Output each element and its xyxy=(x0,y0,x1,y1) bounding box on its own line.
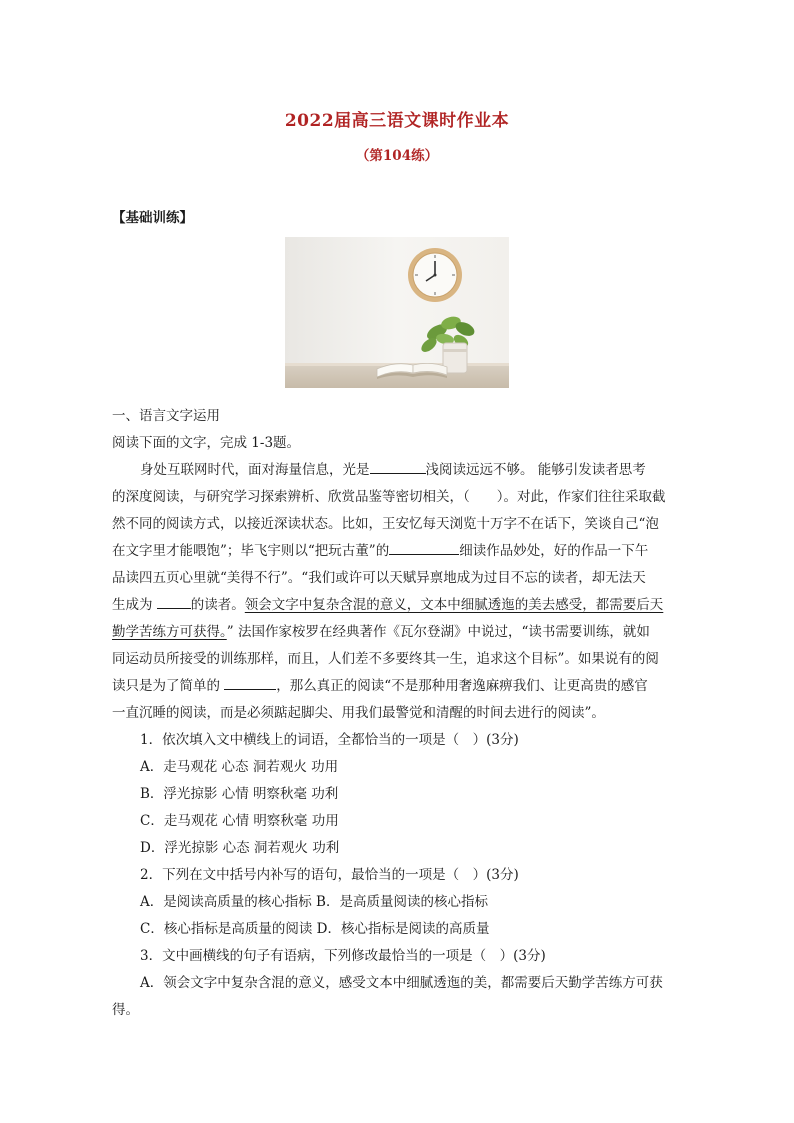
question-2-options-cd: C．核心指标是高质量的阅读 D．核心指标是阅读的高质量 xyxy=(140,921,490,937)
passage-line-7 xyxy=(112,619,684,646)
passage-text: 浅阅读远远不够。 能够引发读者思考 xyxy=(425,462,646,478)
passage-line-1 xyxy=(112,457,684,484)
question-1-option-a: A．走马观花 心态 洞若观火 功用 xyxy=(140,759,339,775)
passage-line-2: 的深度阅读，与研究学习探索辨析、欣赏品鉴等密切相关，（ ）。对此，作家们往往采取截 xyxy=(112,489,666,505)
passage-text: 的读者。 xyxy=(190,597,245,613)
document-subtitle: （第104练） xyxy=(355,148,439,164)
instruction-line: 阅读下面的文字，完成 1-3题。 xyxy=(112,435,301,451)
question-1-option-b: B．浮光掠影 心情 明察秋毫 功利 xyxy=(140,786,339,802)
underlined-sentence: 领会文字中复杂含混的意义，文本中细腻透迤的美去感受，都需要后天 xyxy=(244,597,664,613)
question-3-stem: 3．文中画横线的句子有语病，下列修改最恰当的一项是（ ）(3分) xyxy=(140,948,546,964)
passage-line-8: 同运动员所接受的训练那样，而且，人们差不多要终其一生，追求这个目标”。如果说有的阅 xyxy=(112,651,659,667)
passage-text: 读只是为了简单的 xyxy=(112,678,225,694)
passage-line-5: 品读四五页心里就“美得不行”。“我们或许可以天赋异禀地成为过目不忘的读者，却无法天 xyxy=(112,570,646,586)
passage-line-9 xyxy=(112,673,684,700)
passage-line-3: 然不同的阅读方式，以接近深读状态。比如，王安忆每天浏览十万字不在话下，笑谈自己“泡 xyxy=(112,516,659,532)
passage-text: 身处互联网时代，面对海量信息，光是 xyxy=(140,462,370,478)
underlined-sentence-end: 勤学苦练方可获得。 xyxy=(112,624,227,640)
fill-blank-3 xyxy=(157,593,191,609)
passage-text: ” 法国作家桉罗在经典著作《瓦尔登湖》中说过，“读书需要训练，就如 xyxy=(226,624,650,640)
passage-line-4 xyxy=(112,538,684,565)
question-3-option-a-continued: 得。 xyxy=(112,1002,139,1018)
question-2-stem: 2．下列在文中括号内补写的语句，最恰当的一项是（ ）(3分) xyxy=(140,867,519,883)
fill-blank-4 xyxy=(224,674,276,690)
clock-plant-book-photo xyxy=(285,237,509,388)
question-1-stem: 1．依次填入文中横线上的词语，全都恰当的一项是（ ）(3分) xyxy=(140,732,519,748)
passage-text: 在文字里才能喂饱”；毕飞宇则以“把玩古董”的 xyxy=(112,543,390,559)
passage-line-10: 一直沉睡的阅读，而是必须踮起脚尖、用我们最警觉和清醒的时间去进行的阅读”。 xyxy=(112,705,605,721)
passage-text: 生成为 xyxy=(112,597,157,613)
document-title: 2022届高三语文课时作业本 xyxy=(284,111,510,131)
fill-blank-1 xyxy=(370,458,426,474)
passage-text: ，那么真正的阅读“不是那种用奢逸麻痹我们、让更高贵的感官 xyxy=(276,678,648,694)
fill-blank-2 xyxy=(389,539,459,555)
passage-text: 细读作品妙处，好的作品一下午 xyxy=(459,543,649,559)
passage-line-6 xyxy=(112,592,684,619)
question-1-option-c: C．走马观花 心情 明察秋毫 功用 xyxy=(140,813,339,829)
question-1-option-d: D．浮光掠影 心态 洞若观火 功利 xyxy=(140,840,340,856)
question-3-option-a: A．领会文字中复杂含混的意义，感受文本中细腻透迤的美，都需要后天勤学苦练方可获 xyxy=(140,975,663,991)
reading-section xyxy=(112,430,684,1024)
part-heading: 一、语言文字运用 xyxy=(112,408,220,424)
section-label: 【基础训练】 xyxy=(112,210,193,226)
question-2-options-ab: A．是阅读高质量的核心指标 B．是高质量阅读的核心指标 xyxy=(140,894,488,910)
